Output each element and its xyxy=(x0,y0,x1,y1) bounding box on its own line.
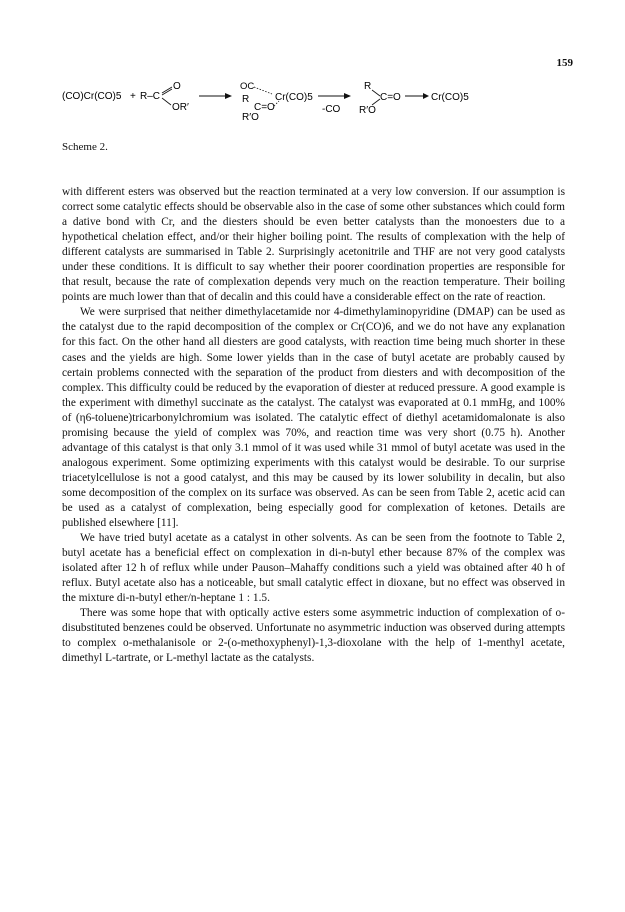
scheme-arrow-2-head xyxy=(344,93,351,99)
scheme-caption: Scheme 2. xyxy=(62,141,108,153)
scheme-byproduct: -CO xyxy=(322,104,341,115)
page-number: 159 xyxy=(556,57,573,69)
scheme-intermediate-oc: OC xyxy=(240,81,255,92)
body-text xyxy=(62,185,565,667)
scheme-intermediate-cr: Cr(CO)5 xyxy=(275,92,313,103)
scheme-intermediate-r: R xyxy=(242,94,250,105)
scheme-intermediate-ro: R′O xyxy=(242,112,259,123)
scheme-reactant-1: (CO)Cr(CO)5 xyxy=(62,91,122,102)
scheme-product-cr: Cr(CO)5 xyxy=(431,92,469,103)
scheme-product-bond-1 xyxy=(372,90,380,96)
scheme-ester-rc: R–C xyxy=(140,91,161,102)
scheme-product-arrow-head xyxy=(423,93,429,99)
scheme-ester-o: O xyxy=(173,81,181,92)
scheme-intermediate-co: C=O xyxy=(254,102,275,113)
scheme-arrow-1-head xyxy=(225,93,232,99)
scheme-product-ro: R′O xyxy=(359,105,376,116)
scheme-product-co: C=O xyxy=(380,92,401,103)
scheme-plus: + xyxy=(130,91,136,102)
scheme-ester-single-bond xyxy=(162,98,171,105)
paragraph-1: with different esters was observed but the reaction terminated at a very low conversion. If our assumption is correct some catalytic effects should be observable also in the case of some other substances which could form a dative bond with Cr, and the diesters should be even better catalysts than the monoesters due to a hypothetical chelation effect, and/or their higher boiling point. The results of complexation with the help of different catalysts are summarised in Table 2. Surprisingly acetonitrile and THF are not very good catalysts under these conditions. It is difficult to say whether their poorer coordination properties are responsible for that result, because the rate of complexation depends very much on the reaction temperature. Their boiling points are much lower than that of decalin and this could have a considerable effect on the rate of reaction. xyxy=(62,186,565,304)
paragraph-2: We were surprised that neither dimethylacetamide nor 4-dimethylaminopyridine (DMAP) can be used as the catalyst due to the rapid decomposition of the complex or Cr(CO)6, and we do not have any explanation for this fact. On the other hand all diesters are good catalysts, with reaction time being much shorter in these cases and the yields are high. Some lower yields than in the case of butyl acetate are probably caused by certain problems connected with the separation of the product from diesters and with decomposition of the complex. This difficulty could be reduced by the evaporation of diester at reduced pressure. A good example is the experiment with dimethyl succinate as the catalyst. The catalyst was evaporated at 0.1 mmHg, and 100% of (η6-toluene)tricarbonylchromium was isolated. The catalytic effect of diethyl acetamidomalonate is also promising because the yield of complex was 70%, and reaction time was very short (0.75 h). Another advantage of this catalyst is that only 3.1 mmol of it was used while 31 mmol of butyl acetate was used in the analogous experiment. Some optimizing experiments with this catalyst would be desirable. To our surprise triacetylcellulose is not a good catalyst, and this may be caused by its lower solubility in decalin, but also some decomposition of the complex on its surface was observed. As can be seen from Table 2, acetic acid can be used as a catalyst of complexation, being especially good for complexation of ketones. Details are published elsewhere [11]. xyxy=(62,306,565,530)
paragraph-3: We have tried butyl acetate as a catalyst in other solvents. As can be seen from the footnote to Table 2, butyl acetate has a beneficial effect on complexation in di-n-butyl ether because 87% of the complex was isolated after 12 h of reflux while under Pauson–Mahaffy conditions such a yield was obtained after 40 h of reflux. Butyl acetate also has a noticeable, but small catalytic effect in dioxane, but no effect was observed in the mixture di-n-butyl ether/n-heptane 1 : 1.5. xyxy=(62,532,565,605)
paragraph-4: There was some hope that with optically active esters some asymmetric induction of complexation of o-disubstituted benzenes could be observed. Unfortunate no asymmetric induction was observed during attempts to complex o-methalanisole or 2-(o-methoxyphenyl)-1,3-dioxolane with the help of 1-menthyl acetate, dimethyl L-tartrate, or L-methyl lactate as the catalysts. xyxy=(62,607,565,665)
scheme-intermediate-dashed-1 xyxy=(254,87,272,94)
scheme-product-r: R xyxy=(364,81,372,92)
reaction-scheme xyxy=(62,80,562,136)
scheme-ester-or: OR′ xyxy=(172,102,189,113)
scheme-drawing xyxy=(62,80,562,136)
